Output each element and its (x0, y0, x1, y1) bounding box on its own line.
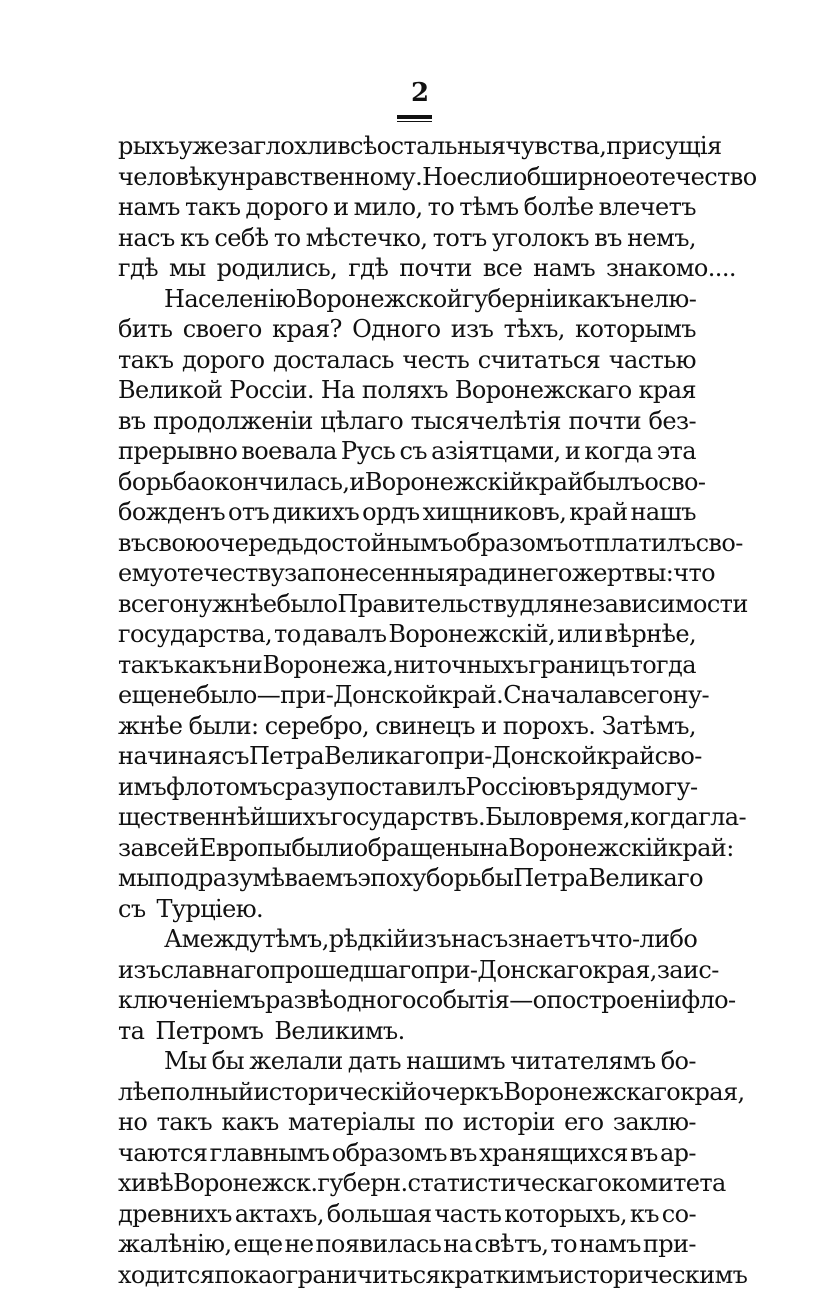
text-line (118, 558, 696, 589)
word: точныхъ (425, 650, 528, 681)
word: своего (183, 314, 262, 345)
text-line (118, 436, 696, 467)
word: пока (214, 1260, 271, 1290)
word: тѣхъ, (504, 314, 565, 345)
word: всего (118, 589, 183, 620)
word: ограничиться (272, 1260, 440, 1290)
word: краткимъ (440, 1260, 558, 1290)
word: не (167, 680, 196, 711)
word: та (118, 1016, 144, 1047)
word: все (483, 253, 522, 284)
word: еще (118, 680, 167, 711)
word: Турціею. (157, 894, 264, 925)
word: край (524, 467, 582, 498)
word: Великимъ. (274, 1016, 404, 1047)
page-number-rule-thin (397, 121, 432, 122)
word: всѣ (337, 131, 377, 162)
word: Правительству (337, 589, 519, 620)
word: Было (485, 802, 549, 833)
word: досталась (273, 345, 394, 376)
word: заглохли (227, 131, 337, 162)
word: честь (402, 345, 469, 376)
word: без- (649, 406, 696, 437)
word: Петра (249, 741, 324, 772)
word: божденъ (118, 497, 225, 528)
word: щественнѣйшихъ (118, 802, 330, 833)
word: то (550, 1229, 577, 1260)
word: Русь (341, 436, 395, 467)
word: которымъ (575, 314, 696, 345)
text-line (118, 345, 696, 376)
word: подразумѣваемъ (155, 863, 358, 894)
word: что (673, 558, 715, 589)
word: образомъ (332, 1138, 447, 1169)
word: всей (144, 833, 199, 864)
word: тысячелѣтія (411, 406, 561, 437)
word: Великаго (324, 741, 439, 772)
word: край (569, 497, 627, 528)
text-line (118, 1168, 696, 1199)
word: какъ (221, 1107, 278, 1138)
word: Великой (118, 375, 222, 406)
word: комитета (611, 1168, 725, 1199)
word: нашъ (630, 497, 696, 528)
word: къ (630, 1199, 659, 1230)
word: время, (549, 802, 630, 833)
word: край: (668, 833, 734, 864)
word: понесенныя (310, 558, 459, 589)
word: было—при-Донской (196, 680, 438, 711)
text-line (118, 1199, 696, 1230)
text-line (118, 589, 696, 620)
text-line (118, 284, 696, 315)
word: губерн. (317, 1168, 407, 1199)
word: за (657, 955, 683, 986)
word: насъ (451, 924, 508, 955)
word: мы (169, 253, 206, 284)
word: событія—о (416, 985, 547, 1016)
word: чувства, (505, 131, 606, 162)
word: дорого (246, 192, 328, 223)
word: отъ (228, 497, 269, 528)
word: могу- (633, 772, 698, 803)
text-line (118, 1229, 696, 1260)
word: цѣлаго (320, 406, 403, 437)
word: въ (630, 1138, 658, 1169)
word: ни (231, 650, 262, 681)
text-line (118, 131, 696, 162)
word: свѣтъ, (474, 1229, 548, 1260)
text-line (118, 1077, 696, 1108)
word: Но (422, 162, 456, 193)
body-text (118, 131, 696, 1290)
text-line (118, 192, 696, 223)
word: то (274, 223, 301, 254)
word: когда (584, 436, 652, 467)
word: ни (394, 650, 425, 681)
word: Воронежскій (365, 467, 525, 498)
word: болѣе (524, 192, 594, 223)
word: гла- (698, 802, 746, 833)
word: и (565, 436, 580, 467)
word: Россію (466, 772, 548, 803)
word: построеніи (546, 985, 681, 1016)
word: одного (333, 985, 416, 1016)
text-line (118, 955, 696, 986)
word: хранящихся (479, 1138, 628, 1169)
word: считаться (478, 345, 600, 376)
word: уголокъ (492, 223, 589, 254)
word: лѣе (118, 1077, 160, 1108)
word: желали (249, 1046, 342, 1077)
word: прошедшаго (270, 955, 425, 986)
word: такъ (157, 1107, 212, 1138)
word: рыхъ (118, 131, 179, 162)
word: Воронежскаго (503, 1077, 680, 1108)
word: знаетъ (508, 924, 591, 955)
word: его (564, 1107, 603, 1138)
word: по (424, 1107, 453, 1138)
word: въ (449, 1138, 477, 1169)
page-number-rule (397, 115, 432, 119)
word: обширное (513, 162, 635, 193)
word: и (349, 467, 364, 498)
word: но (118, 1107, 147, 1138)
word: гдѣ (348, 253, 388, 284)
word: изъ (118, 955, 161, 986)
word: рѣдкій (329, 924, 409, 955)
word: ар- (660, 1138, 696, 1169)
word: образомъ (453, 528, 568, 559)
word: когда (630, 802, 698, 833)
word: ис- (683, 955, 719, 986)
word: тѣмъ, (262, 924, 328, 955)
word: жнѣе (118, 711, 182, 742)
word: намъ (533, 253, 595, 284)
word: очеркъ (417, 1077, 504, 1108)
word: при-Донской (439, 741, 597, 772)
word: всего (607, 680, 672, 711)
word: между (182, 924, 263, 955)
text-line (118, 619, 696, 650)
word: уже (179, 131, 228, 162)
word: окончилась, (201, 467, 350, 498)
word: хивѣ (118, 1168, 173, 1199)
word: частью (609, 345, 696, 376)
word: эпоху (357, 863, 426, 894)
word: нашимъ (406, 1046, 505, 1077)
word: жалѣнію, (118, 1229, 232, 1260)
word: къ (180, 223, 209, 254)
word: край. (438, 680, 503, 711)
word: въ (118, 528, 146, 559)
word: намъ (579, 1229, 641, 1260)
word: азіятцами, (431, 436, 561, 467)
word: изъ (451, 314, 494, 345)
word: нравственному. (230, 162, 422, 193)
word: древнихъ (118, 1199, 232, 1230)
word: Воронежскаго (455, 375, 632, 406)
text-line (118, 833, 696, 864)
word: ему (118, 558, 163, 589)
word: при- (643, 1229, 696, 1260)
word: поляхъ (362, 375, 448, 406)
text-line (118, 223, 696, 254)
word: Воронежскій (508, 833, 668, 864)
text-line (118, 528, 696, 559)
word: для (520, 589, 563, 620)
word: гдѣ (118, 253, 158, 284)
word: Воронежск. (173, 1168, 317, 1199)
word: независимости (563, 589, 748, 620)
word: тогда (630, 650, 696, 681)
word: нужнѣе (183, 589, 276, 620)
word: осво- (644, 467, 705, 498)
word: очередь (206, 528, 304, 559)
word: мѣстечко, (306, 223, 428, 254)
text-line (118, 253, 696, 284)
word: не (284, 1229, 313, 1260)
word: тотъ (433, 223, 487, 254)
word: съ (118, 894, 146, 925)
text-line (118, 467, 696, 498)
word: на (479, 833, 508, 864)
word: съ (221, 741, 249, 772)
word: почти (399, 253, 472, 284)
text-line (118, 162, 696, 193)
word: фло- (681, 985, 735, 1016)
word: какъ (174, 650, 231, 681)
text-line (118, 985, 696, 1016)
word: Воронежскій, (388, 619, 555, 650)
word: за (284, 558, 310, 589)
text-line (118, 650, 696, 681)
word: еще (234, 1229, 283, 1260)
text-line (118, 802, 696, 833)
word: если (456, 162, 513, 193)
text-line (118, 863, 696, 894)
word: такъ (185, 192, 240, 223)
word: съ (399, 436, 427, 467)
word: лю- (654, 284, 696, 315)
word: развѣ (265, 985, 333, 1016)
word: Воронежской (296, 284, 462, 315)
word: отечество (635, 162, 756, 193)
word: ключеніемъ (118, 985, 265, 1016)
word: свою (146, 528, 206, 559)
word: бить (118, 314, 172, 345)
word: губерніи (462, 284, 568, 315)
word: отплатилъ (568, 528, 696, 559)
word: статистическаго (408, 1168, 612, 1199)
word: эта (657, 436, 696, 467)
text-line (118, 1046, 696, 1077)
word: заклю- (613, 1107, 696, 1138)
text-line (118, 680, 696, 711)
text-line (118, 924, 696, 955)
word: хищниковъ, (423, 497, 567, 528)
word: вѣрнѣе, (605, 619, 696, 650)
word: были (291, 833, 353, 864)
word: давалъ (303, 619, 387, 650)
word: въ (118, 406, 146, 437)
text-line (118, 314, 696, 345)
word: было (276, 589, 337, 620)
word: флотомъ (166, 772, 272, 803)
word: или (557, 619, 602, 650)
word: на (443, 1229, 472, 1260)
word: славнаго (161, 955, 270, 986)
word: границъ (528, 650, 629, 681)
text-line (118, 497, 696, 528)
text-line (118, 1138, 696, 1169)
word: чаются (118, 1138, 207, 1169)
word: продолженіи (153, 406, 313, 437)
word: обращены (354, 833, 479, 864)
word: такъ (118, 650, 173, 681)
word: со- (662, 1199, 696, 1230)
word: Населенію (164, 284, 296, 315)
word: большая (327, 1199, 432, 1230)
word: присущія (606, 131, 721, 162)
word: ну- (673, 680, 709, 711)
word: были: (189, 711, 259, 742)
word: Одного (352, 314, 440, 345)
word: бо- (661, 1046, 696, 1077)
word: дать (348, 1046, 401, 1077)
word: Петромъ (155, 1016, 263, 1047)
word: сво- (655, 741, 702, 772)
word: то (274, 619, 301, 650)
word: историческій (253, 1077, 417, 1108)
word: края? (272, 314, 342, 345)
word: намъ (118, 192, 180, 223)
text-line (118, 1260, 696, 1290)
word: край (596, 741, 654, 772)
word: влечетъ (599, 192, 696, 223)
word: поставилъ (339, 772, 465, 803)
word: порохъ. (503, 711, 596, 742)
word: появилась (315, 1229, 441, 1260)
word: изъ (408, 924, 451, 955)
word: себѣ (214, 223, 268, 254)
word: Великаго (588, 863, 703, 894)
word: и (333, 192, 348, 223)
word: главнымъ (210, 1138, 330, 1169)
text-line (118, 711, 696, 742)
word: какъ (568, 284, 625, 315)
word: борьба (118, 467, 201, 498)
word: А (164, 924, 182, 955)
word: исторіи (463, 1107, 555, 1138)
word: Петра (513, 863, 588, 894)
word: прерывно (118, 436, 237, 467)
word: имъ (118, 772, 166, 803)
word: него (517, 558, 572, 589)
word: бы (212, 1046, 244, 1077)
word: сразу (272, 772, 339, 803)
word: при-Донскаго (424, 955, 592, 986)
word: такъ (118, 345, 173, 376)
word: читателямъ (510, 1046, 655, 1077)
word: Европы (199, 833, 291, 864)
word: почти (568, 406, 641, 437)
text-line (118, 1016, 696, 1047)
word: что-либо (590, 924, 697, 955)
text-line (118, 894, 696, 925)
text-line (118, 772, 696, 803)
word: мило, (354, 192, 423, 223)
page-number: 2 (411, 78, 429, 108)
word: государства, (118, 619, 272, 650)
word: ради (459, 558, 517, 589)
word: дорого (182, 345, 264, 376)
word: за (118, 833, 144, 864)
word: государствъ. (330, 802, 485, 833)
word: остальныя (377, 131, 506, 162)
word: края, (592, 955, 656, 986)
word: ходится (118, 1260, 214, 1290)
word: Мы (164, 1046, 206, 1077)
word: часть (434, 1199, 501, 1230)
word: дикихъ (272, 497, 359, 528)
word: свинецъ (375, 711, 475, 742)
word: историческимъ (558, 1260, 747, 1290)
word: начиная (118, 741, 221, 772)
page-header (0, 78, 840, 108)
word: то (428, 192, 455, 223)
text-line (118, 406, 696, 437)
word: Сначала (503, 680, 607, 711)
word: Россіи. (229, 375, 314, 406)
word: и (481, 711, 496, 742)
word: достойнымъ (303, 528, 452, 559)
word: немъ, (627, 223, 696, 254)
word: Затѣмъ, (602, 711, 696, 742)
word: не (625, 284, 654, 315)
text-line (118, 375, 696, 406)
word: матеріалы (288, 1107, 415, 1138)
word: жертвы: (572, 558, 673, 589)
word: ордъ (362, 497, 419, 528)
word: въ (548, 772, 576, 803)
word: актахъ, (235, 1199, 324, 1230)
word: края (639, 375, 696, 406)
word: былъ (583, 467, 645, 498)
word: въ (594, 223, 622, 254)
word: серебро, (265, 711, 369, 742)
text-line (118, 741, 696, 772)
text-line (118, 1107, 696, 1138)
word: которыхъ, (504, 1199, 627, 1230)
word: борьбы (426, 863, 513, 894)
word: воевала (241, 436, 336, 467)
word: полный (160, 1077, 253, 1108)
word: края, (680, 1077, 744, 1108)
word: На (321, 375, 355, 406)
word: отечеству (163, 558, 284, 589)
word: Воронежа, (263, 650, 394, 681)
word: человѣку (118, 162, 230, 193)
word: сво- (696, 528, 743, 559)
word: мы (118, 863, 155, 894)
word: родились, (217, 253, 338, 284)
word: насъ (118, 223, 175, 254)
word: знакомо.... (606, 253, 736, 284)
word: тѣмъ (459, 192, 518, 223)
word: ряду (576, 772, 633, 803)
